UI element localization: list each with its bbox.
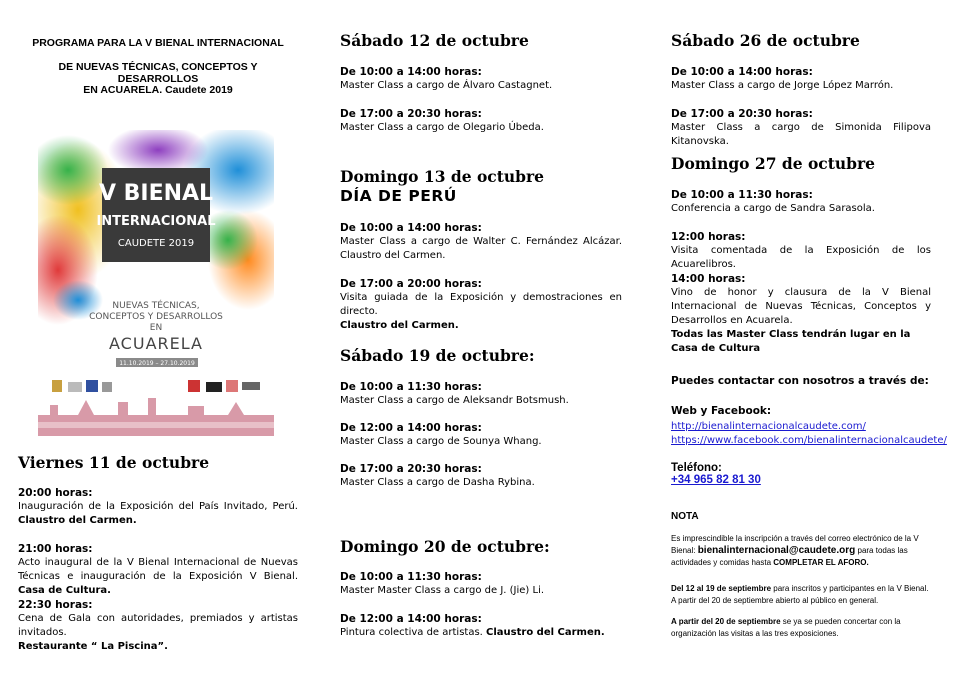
master-class-venue-note: Todas las Master Class tendrán lugar en la Casa de Cultura <box>671 329 911 354</box>
time-sab26-1: De 10:00 a 14:00 horas: <box>671 66 813 78</box>
event-dom20-2 <box>340 626 622 640</box>
time-viernes-2: 21:00 horas: <box>18 543 93 555</box>
program-title-line1: PROGRAMA PARA LA V BIENAL INTERNACIONAL <box>32 37 284 49</box>
nota-2-dates: Del 12 al 19 de septiembre <box>671 584 772 593</box>
event-viernes-2 <box>18 556 298 598</box>
event-viernes-3 <box>18 612 298 654</box>
nota-paragraph-1 <box>671 533 929 569</box>
nota-3-dates: A partir del 20 de septiembre <box>671 617 781 626</box>
nota-2-text: para inscritos y participantes en la V Bienal. A partir del 20 de septiembre abierto al público en general. <box>671 584 929 605</box>
time-sab12-2: De 17:00 a 20:30 horas: <box>340 108 482 120</box>
time-dom27-3: 14:00 horas: <box>671 273 746 285</box>
nota-3-text: se ya se pueden concertar con la organización las visitas a las tres exposiciones. <box>671 617 901 638</box>
day-heading-dom27: Domingo 27 de octubre <box>671 154 876 173</box>
poster-dates: 11.10.2019 – 27.10.2019 <box>119 360 195 367</box>
event-dom27-2: Visita comentada de la Exposición de los Acuarelibros. <box>671 245 931 270</box>
town-silhouette <box>38 398 274 436</box>
event-viernes-2-venue: Casa de Cultura. <box>18 585 111 596</box>
event-dom20-1: Master Master Class a cargo de J. (Jie) Li. <box>340 585 545 596</box>
time-dom13-2: De 17:00 a 20:00 horas: <box>340 278 482 290</box>
time-viernes-1: 20:00 horas: <box>18 487 93 499</box>
program-title-line3: EN ACUARELA. Caudete 2019 <box>83 84 233 96</box>
day-heading-viernes: Viernes 11 de octubre <box>18 453 210 472</box>
event-viernes-1 <box>18 500 298 528</box>
time-sab19-1: De 10:00 a 11:30 horas: <box>340 381 482 393</box>
event-dom20-2-venue: Claustro del Carmen. <box>486 627 605 638</box>
nota-paragraph-3 <box>671 616 929 640</box>
time-sab12-1: De 10:00 a 14:00 horas: <box>340 66 482 78</box>
event-sab19-1: Master Class a cargo de Aleksandr Botsmush. <box>340 395 569 406</box>
time-sab19-3: De 17:00 a 20:30 horas: <box>340 463 482 475</box>
event-viernes-3-text: Cena de Gala con autoridades, premiados y artistas invitados. <box>18 613 298 638</box>
time-viernes-3: 22:30 horas: <box>18 599 93 611</box>
nota-heading: NOTA <box>671 511 699 522</box>
poster-title1: V BIENAL <box>98 181 214 206</box>
event-sab12-2: Master Class a cargo de Olegario Úbeda. <box>340 122 544 133</box>
time-dom27-1: De 10:00 a 11:30 horas: <box>671 189 813 201</box>
phone-label: Teléfono: <box>671 462 722 474</box>
nota-email: bienalinternacional@caudete.org <box>697 545 856 556</box>
poster-sub2: CONCEPTOS Y DESARROLLOS <box>89 312 223 322</box>
event-sab26-1: Master Class a cargo de Jorge López Marrón. <box>671 80 894 91</box>
time-dom20-1: De 10:00 a 11:30 horas: <box>340 571 482 583</box>
event-viernes-1-venue: Claustro del Carmen. <box>18 515 137 526</box>
event-poster <box>38 130 274 436</box>
time-dom13-1: De 10:00 a 14:00 horas: <box>340 222 482 234</box>
time-dom20-2: De 12:00 a 14:00 horas: <box>340 613 482 625</box>
contact-heading: Puedes contactar con nosotros a través de: <box>671 375 929 387</box>
event-dom27-1: Conferencia a cargo de Sandra Sarasola. <box>671 203 875 214</box>
nota-1-aforo: COMPLETAR EL AFORO. <box>773 558 869 567</box>
nota-1-text-b: para todas las actividades y comidas hasta <box>671 546 908 567</box>
website-link[interactable]: http://bienalinternacionalcaudete.com/ <box>671 421 866 432</box>
event-dom13-2-text: Visita guiada de la Exposición y demostraciones en directo. <box>340 292 622 317</box>
day-heading-dom20: Domingo 20 de octubre: <box>340 537 550 556</box>
facebook-link[interactable]: https://www.facebook.com/bienalinternacionalcaudete/ <box>671 435 947 446</box>
nota-paragraph-2 <box>671 583 929 607</box>
event-sab26-2: Master Class a cargo de Simonida Filipova Kitanovska. <box>671 122 931 147</box>
poster-title3: CAUDETE 2019 <box>117 238 195 249</box>
event-viernes-1-text: Inauguración de la Exposición del País Invitado, Perú. <box>18 501 298 512</box>
day-heading-dom13: Domingo 13 de octubre <box>340 167 545 186</box>
poster-artwork <box>38 130 274 436</box>
poster-title2: INTERNACIONAL <box>96 214 216 229</box>
web-label: Web y Facebook: <box>671 405 772 417</box>
nota-1-text: Es imprescindible la inscripción a través del correo electrónico de la V Bienal: <box>671 534 919 555</box>
day-heading-sab26: Sábado 26 de octubre <box>671 31 860 50</box>
time-sab26-2: De 17:00 a 20:30 horas: <box>671 108 813 120</box>
day-subheading-peru: DÍA DE PERÚ <box>340 187 457 205</box>
poster-sub3: EN <box>149 323 163 333</box>
event-dom13-1: Master Class a cargo de Walter C. Fernández Alcázar. Claustro del Carmen. <box>340 236 622 261</box>
event-dom20-2-text: Pintura colectiva de artistas. <box>340 627 487 638</box>
time-sab19-2: De 12:00 a 14:00 horas: <box>340 422 482 434</box>
event-sab19-2: Master Class a cargo de Sounya Whang. <box>340 436 542 447</box>
event-dom13-2 <box>340 291 622 333</box>
poster-sub1: NUEVAS TÉCNICAS, <box>112 301 200 311</box>
phone-link[interactable]: +34 965 82 81 30 <box>671 474 761 486</box>
event-viernes-3-venue: Restaurante “ La Piscina”. <box>18 641 168 652</box>
day-heading-sab19: Sábado 19 de octubre: <box>340 346 535 365</box>
event-dom27-3: Vino de honor y clausura de la V Bienal Internacional de Nuevas Técnicas, Conceptos y Desarrollos en Acuarela. <box>671 287 931 326</box>
day-heading-sab12: Sábado 12 de octubre <box>340 31 529 50</box>
sponsor-logos <box>52 380 260 392</box>
time-dom27-2: 12:00 horas: <box>671 231 746 243</box>
program-title-line2: DE NUEVAS TÉCNICAS, CONCEPTOS Y DESARROLLOS <box>58 61 258 85</box>
event-sab19-3: Master Class a cargo de Dasha Rybina. <box>340 477 535 488</box>
event-dom13-2-venue: Claustro del Carmen. <box>340 320 459 331</box>
poster-sub4: ACUARELA <box>109 334 203 353</box>
event-sab12-1: Master Class a cargo de Álvaro Castagnet. <box>340 80 553 91</box>
event-viernes-2-text: Acto inaugural de la V Bienal Internacional de Nuevas Técnicas e inauguración de la Exposición V Bienal. <box>18 557 298 582</box>
